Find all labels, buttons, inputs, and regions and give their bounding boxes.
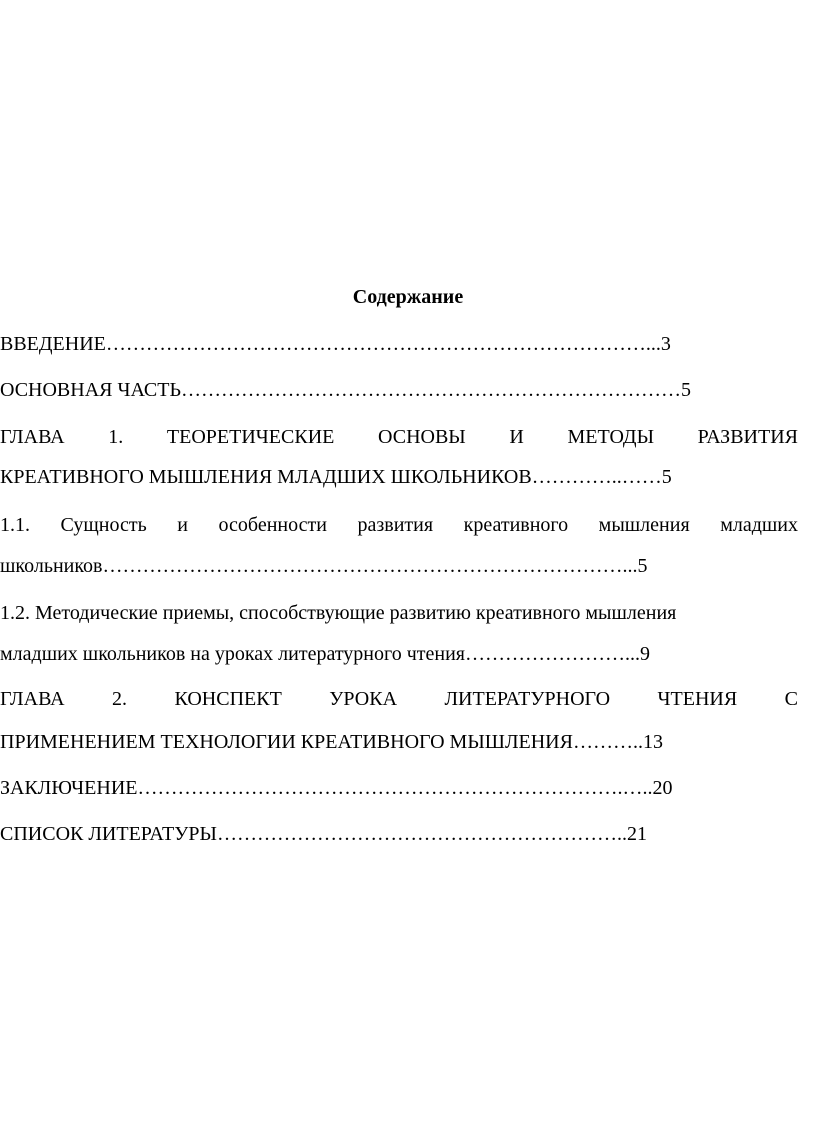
toc-entry-conclusion: ЗАКЛЮЧЕНИЕ……………………………………………………………….…..20 — [0, 777, 673, 799]
toc-title: Содержание — [352, 286, 464, 308]
toc-entry-references: СПИСОК ЛИТЕРАТУРЫ……………………………………………………..21 — [0, 823, 647, 845]
toc-entry-chapter-1-line-1: ГЛАВА 1. ТЕОРЕТИЧЕСКИЕ ОСНОВЫ И МЕТОДЫ РАЗВИТИЯ — [0, 426, 798, 448]
toc-entry-chapter-1-line-2: КРЕАТИВНОГО МЫШЛЕНИЯ МЛАДШИХ ШКОЛЬНИКОВ…………..……5 — [0, 466, 672, 488]
toc-entry-main-part: ОСНОВНАЯ ЧАСТЬ…………………………………………………………………5 — [0, 379, 691, 401]
toc-entry-section-1-2-line-1: 1.2. Методические приемы, способствующие развитию креативного мышления — [0, 602, 677, 624]
toc-entry-chapter-2-line-1: ГЛАВА 2. КОНСПЕКТ УРОКА ЛИТЕРАТУРНОГО ЧТЕНИЯ С — [0, 688, 798, 710]
toc-entry-introduction: ВВЕДЕНИЕ………………………………………………………………………...3 — [0, 333, 671, 355]
toc-entry-section-1-1-line-1: 1.1. Сущность и особенности развития креативного мышления младших — [0, 514, 798, 536]
toc-entry-chapter-2-line-2: ПРИМЕНЕНИЕМ ТЕХНОЛОГИИ КРЕАТИВНОГО МЫШЛЕНИЯ………..13 — [0, 731, 663, 753]
toc-entry-section-1-2-line-2: младших школьников на уроках литературного чтения……………………...9 — [0, 643, 650, 665]
toc-entry-section-1-1-line-2: школьников……………………………………………………………………...5 — [0, 555, 648, 577]
